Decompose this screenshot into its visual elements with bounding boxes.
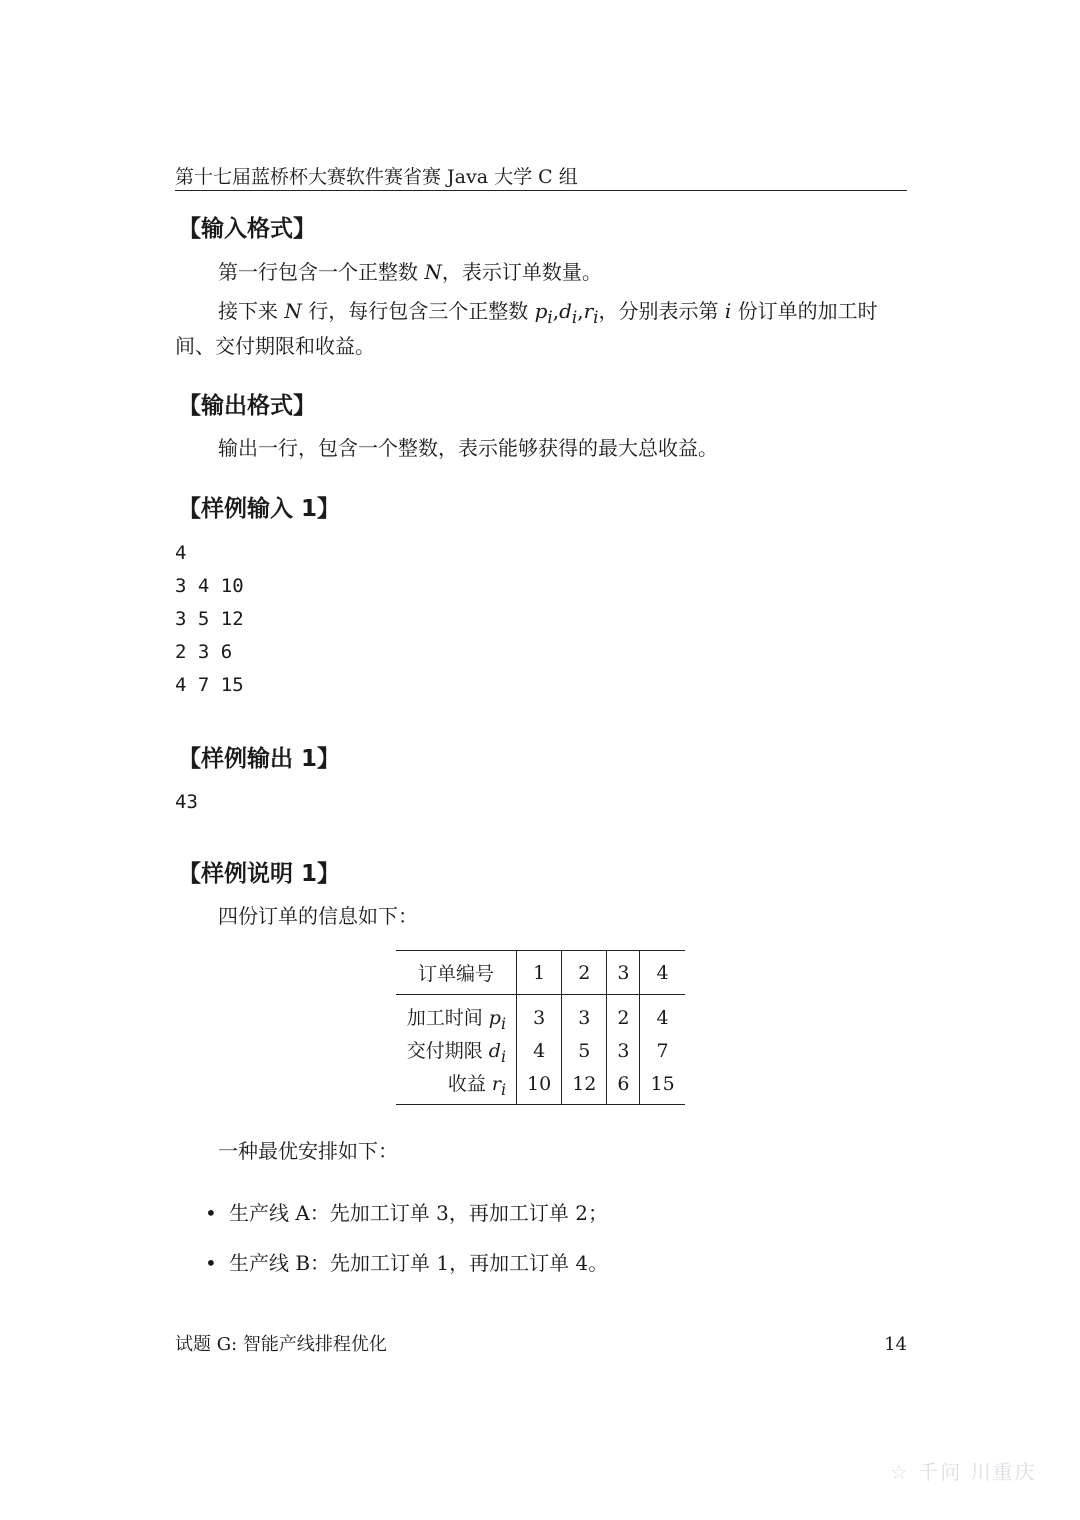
sample-output-title: 【样例输出 1】 (178, 746, 341, 772)
table-header-label: 订单编号 (396, 951, 517, 995)
sample-input-line: 3 5 12 (175, 608, 244, 630)
table-row-label: 收益 $r_i$ (447, 1072, 507, 1099)
order-info-table (396, 950, 685, 1105)
header-rule (175, 190, 907, 191)
footer-page-number: 14 (884, 1334, 907, 1355)
table-cell: 6 (607, 1067, 640, 1105)
table-cell: 10 (517, 1067, 562, 1105)
table-header-cell: 2 (562, 951, 607, 995)
table-cell: 3 (562, 995, 607, 1035)
table-row-label: 交付期限 $d_i$ (406, 1039, 507, 1066)
input-format-line2: 接下来 N 行，每行包含三个正整数 $p_i,d_i,r_i$，分别表示第 i 份订单的加工时 (218, 299, 878, 327)
sample-input-line: 3 4 10 (175, 575, 244, 597)
table-cell: 5 (562, 1034, 607, 1067)
input-format-title: 【输入格式】 (178, 216, 316, 242)
footer-problem-title: 试题 G: 智能产线排程优化 (175, 1334, 387, 1355)
watermark: ☆ 千问 川重庆 (890, 1460, 1037, 1484)
sample-input-line: 4 7 15 (175, 674, 244, 696)
table-cell: 3 (517, 995, 562, 1035)
table-cell: 12 (562, 1067, 607, 1105)
table-row-label: 加工时间 $p_i$ (406, 1006, 507, 1033)
table-header-cell: 4 (640, 951, 685, 995)
sample-explanation-intro: 四份订单的信息如下： (218, 904, 418, 928)
table-header-row (396, 951, 685, 995)
sample-input-line: 2 3 6 (175, 641, 233, 663)
table-header-cell: 3 (607, 951, 640, 995)
page-header: 第十七届蓝桥杯大赛软件赛省赛 Java 大学 C 组 (175, 166, 578, 188)
table-cell: 2 (607, 995, 640, 1035)
input-format-line3: 间、交付期限和收益。 (175, 334, 375, 358)
table-header-cell: 1 (517, 951, 562, 995)
bullet-icon: • (205, 1251, 217, 1275)
output-format-line1: 输出一行，包含一个整数，表示能够获得的最大总收益。 (218, 436, 718, 460)
sample-input-title: 【样例输入 1】 (178, 496, 341, 522)
table-cell: 4 (640, 995, 685, 1035)
table-cell: 3 (607, 1034, 640, 1067)
sample-input-line: 4 (175, 542, 187, 564)
sample-output-value: 43 (175, 791, 198, 813)
table-row (396, 1034, 685, 1067)
output-format-title: 【输出格式】 (178, 393, 316, 419)
table-cell: 4 (517, 1034, 562, 1067)
input-format-line1: 第一行包含一个正整数 N，表示订单数量。 (218, 260, 602, 284)
list-item: • 生产线 B：先加工订单 1，再加工订单 4。 (205, 1248, 608, 1278)
table-row (396, 995, 685, 1035)
table-row (396, 1067, 685, 1105)
table-cell: 15 (640, 1067, 685, 1105)
sample-explanation-title: 【样例说明 1】 (178, 861, 341, 887)
plan-intro: 一种最优安排如下： (218, 1139, 398, 1163)
bullet-icon: • (205, 1201, 217, 1225)
list-item: • 生产线 A：先加工订单 3，再加工订单 2； (205, 1198, 608, 1228)
table-cell: 7 (640, 1034, 685, 1067)
